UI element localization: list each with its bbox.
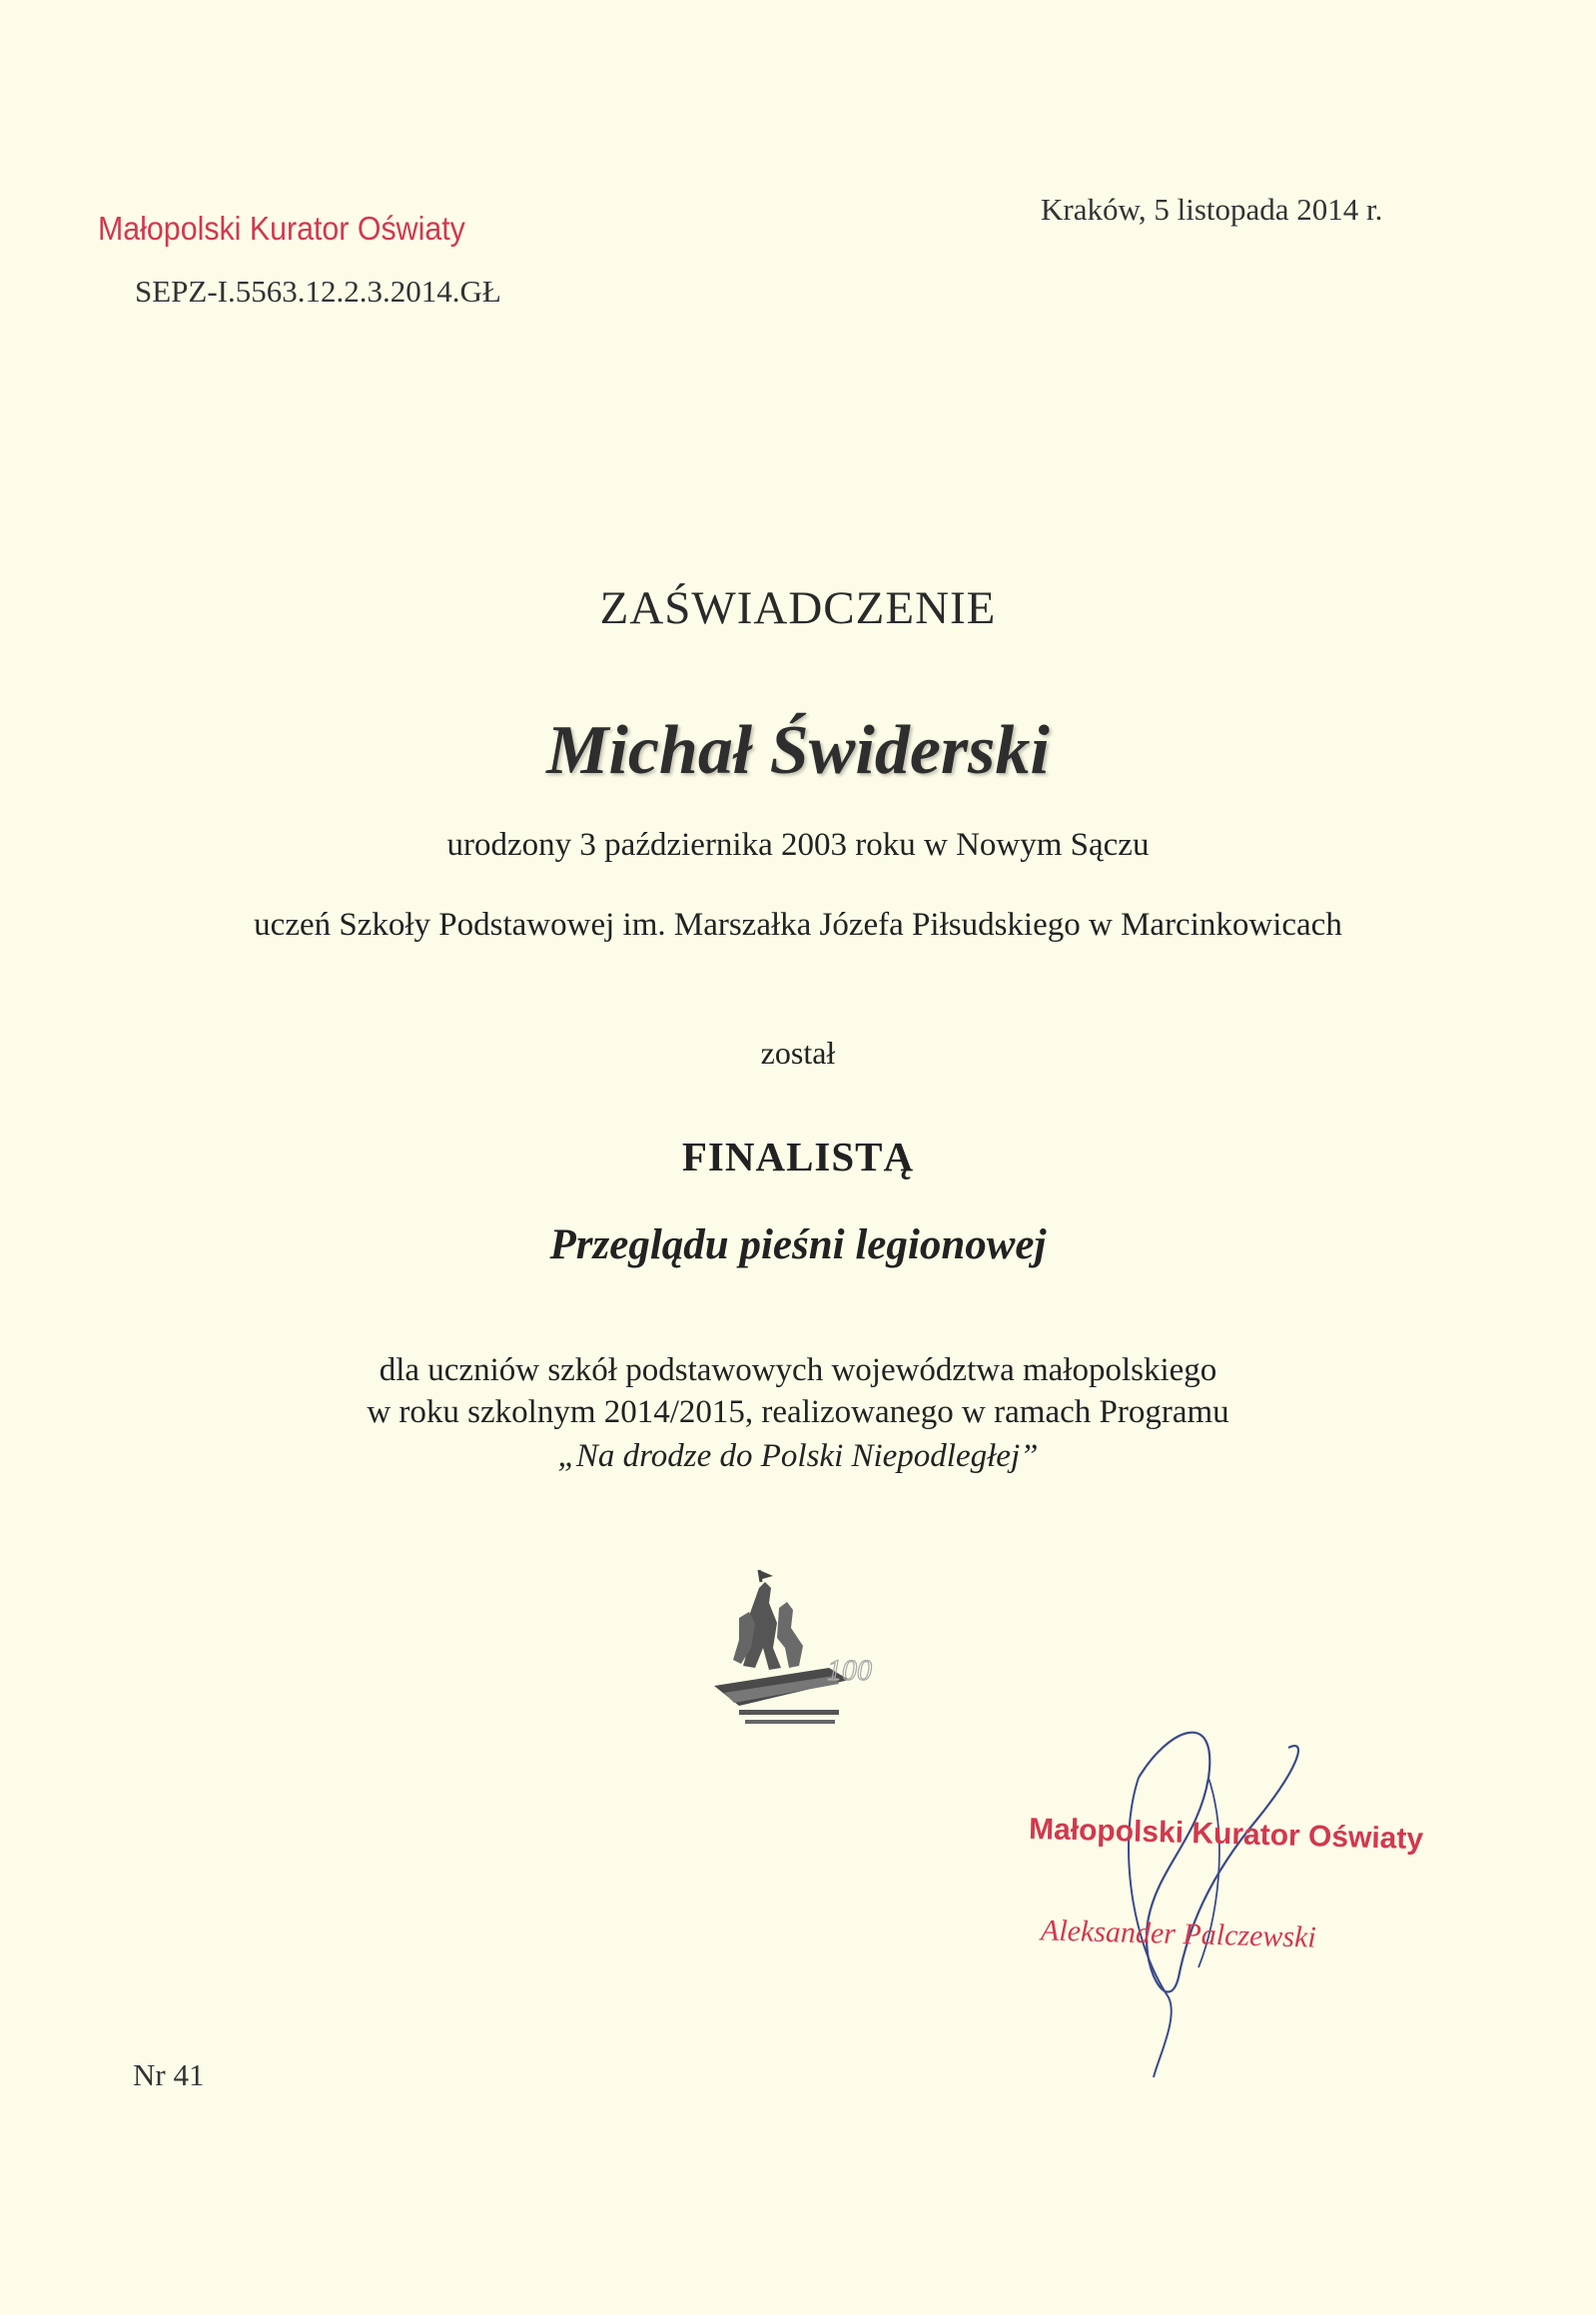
became-text: został [760, 1035, 836, 1071]
description-line: dla uczniów szkół podstawowych województwa małopolskiego [379, 1352, 1217, 1388]
issuer-stamp: Małopolski Kurator Oświaty [98, 210, 465, 247]
handwritten-signature-icon [1059, 1718, 1338, 2087]
soldiers-monument-emblem-icon [699, 1568, 879, 1738]
signature-stamp-title: Małopolski Kurator Oświaty [1028, 1812, 1424, 1857]
recipient-name: Michał Świderski [546, 712, 1050, 789]
competition-name: Przeglądu pieśni legionowej [549, 1221, 1047, 1268]
certificate-number: Nr 41 [133, 2057, 205, 2092]
program-name: „Na drodze do Polski Niepodległej” [557, 1438, 1039, 1474]
school-line: uczeń Szkoły Podstawowej im. Marszałka Józefa Piłsudskiego w Marcinkowicach [254, 907, 1342, 943]
emblem-number: 100 [827, 1654, 872, 1687]
document-title: ZAŚWIADCZENIE [599, 582, 997, 634]
birth-line: urodzony 3 października 2003 roku w Nowym Sączu [446, 827, 1150, 863]
reference-number: SEPZ-I.5563.12.2.3.2014.GŁ [135, 274, 501, 309]
date-line: Kraków, 5 listopada 2014 r. [1041, 192, 1383, 227]
award-title: FINALISTĄ [681, 1134, 915, 1179]
description-line: w roku szkolnym 2014/2015, realizowanego w ramach Programu [367, 1394, 1229, 1430]
signature-stamp-name: Aleksander Palczewski [1040, 1914, 1317, 1954]
